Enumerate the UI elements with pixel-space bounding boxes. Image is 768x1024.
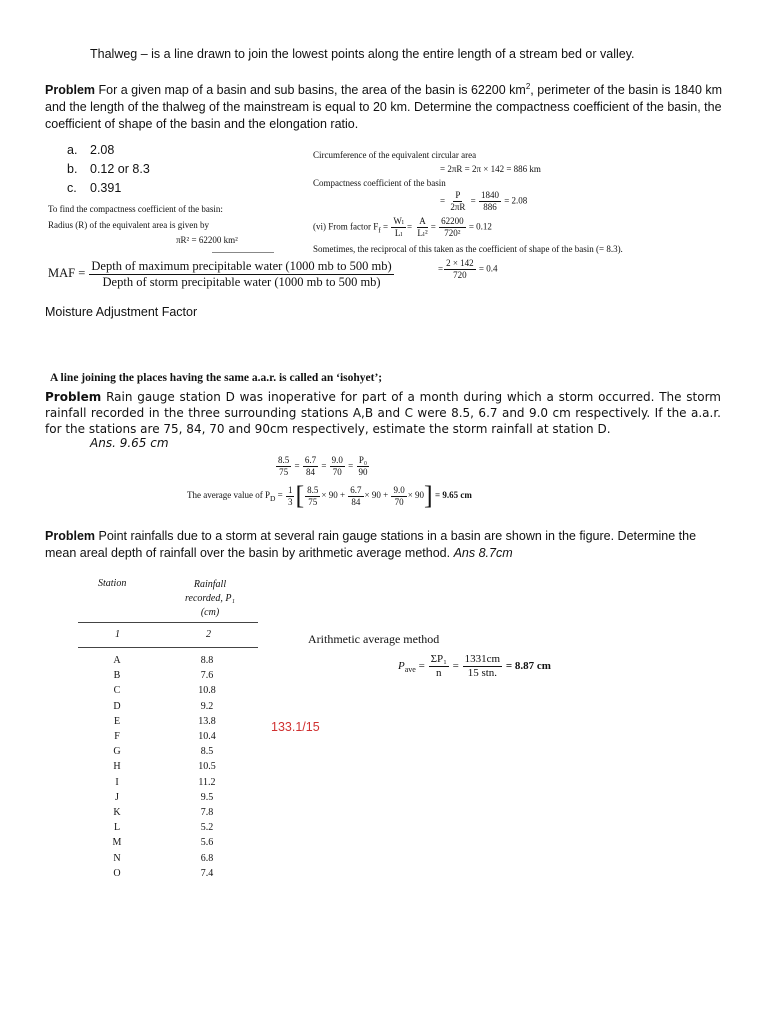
numerator: 9.0 bbox=[331, 455, 343, 465]
equals: = bbox=[440, 195, 446, 206]
problem-3 bbox=[45, 528, 725, 562]
fraction bbox=[276, 456, 291, 477]
maf-fraction bbox=[89, 260, 393, 288]
numerator: 62200 bbox=[441, 216, 464, 226]
equals: = bbox=[452, 660, 459, 673]
problem-1-text: For a given map of a basin and sub basins, the area of the basin is 62200 km bbox=[98, 83, 526, 98]
form-factor-label: (vi) From factor F bbox=[313, 221, 379, 232]
rainfall-cell: 7.4 bbox=[200, 867, 214, 879]
answer-value: 2.08 bbox=[90, 143, 115, 157]
operator: × 90 + bbox=[321, 490, 346, 501]
fraction bbox=[348, 486, 363, 507]
bracket-open: [ bbox=[295, 481, 305, 510]
intro-line: Thalweg – is a line drawn to join the lowest points along the entire length of a stream bed or valley. bbox=[90, 47, 635, 61]
rainfall-cell: 10.8 bbox=[198, 685, 216, 697]
denominator: 886 bbox=[483, 202, 497, 212]
problem-1-text-rest: , perimeter of the basin is 1840 km and the length of the thalweg of the mainstream is equal to 20 km. Determine the compactness coefficient of the basin, the coefficient of shape of the basin and the elongation ratio. bbox=[45, 83, 723, 132]
result: = 2.08 bbox=[504, 195, 528, 206]
bracket-close: ] bbox=[424, 481, 433, 510]
station-cell: H bbox=[113, 761, 121, 773]
numerator: 8.5 bbox=[307, 484, 319, 495]
denominator: 720 bbox=[453, 270, 467, 280]
equals: = bbox=[277, 490, 283, 501]
table-row bbox=[78, 805, 258, 820]
station-cell: K bbox=[113, 806, 121, 818]
table-row bbox=[78, 683, 258, 698]
fraction bbox=[479, 191, 501, 212]
rainfall-cell: 5.2 bbox=[200, 822, 214, 834]
km-squared-sup: 2 bbox=[525, 82, 531, 91]
scan-elongation-eq: = $\frac{2 \times 142}{720}$ = 0.4 bbox=[438, 258, 498, 280]
rainfall-cell: 8.8 bbox=[200, 655, 214, 667]
fraction bbox=[448, 191, 467, 212]
answer-list bbox=[67, 143, 150, 200]
header-line: recorded, P₁ bbox=[185, 593, 235, 604]
answer-item bbox=[67, 143, 150, 162]
answer-item bbox=[67, 181, 150, 200]
fraction bbox=[305, 486, 320, 507]
denominator: 15 stn. bbox=[467, 667, 498, 679]
lhs: P bbox=[398, 660, 405, 673]
subscript: D bbox=[269, 493, 276, 503]
denominator: Lₗ bbox=[394, 228, 403, 238]
scan-reciprocal-note: Sometimes, the reciprocal of this taken as the coefficient of shape of the basin (= 8.3). bbox=[313, 244, 623, 254]
subscript: ave bbox=[404, 665, 416, 675]
answer-item bbox=[67, 162, 150, 181]
station-cell: M bbox=[112, 837, 122, 849]
station-cell: D bbox=[113, 700, 121, 712]
fraction bbox=[356, 456, 369, 477]
rainfall-cell: 10.4 bbox=[198, 731, 216, 743]
arith-equation bbox=[398, 654, 551, 679]
fraction bbox=[429, 654, 449, 679]
problem-label: Problem bbox=[45, 390, 102, 404]
scan-circumference-eq: = 2πR = 2π × 142 = 886 km bbox=[440, 164, 541, 174]
rainfall-cell: 6.8 bbox=[200, 852, 214, 864]
station-cell: L bbox=[113, 822, 121, 834]
station-cell: B bbox=[113, 670, 121, 682]
scan-circumference: Circumference of the equivalent circular area bbox=[313, 150, 477, 160]
numerator: 1840 bbox=[480, 190, 499, 200]
numerator: 6.7 bbox=[350, 484, 362, 495]
average-label: The average value of P bbox=[187, 490, 270, 501]
station-table bbox=[78, 653, 258, 881]
numerator: Wₗ bbox=[393, 216, 405, 226]
average-equation bbox=[187, 483, 472, 509]
fraction bbox=[391, 486, 406, 507]
numerator: 8.5 bbox=[278, 455, 290, 465]
table-row bbox=[78, 759, 258, 774]
denominator: Lₗ² bbox=[417, 228, 428, 238]
numerator: ΣP₁ bbox=[430, 653, 447, 665]
denominator: 90 bbox=[358, 467, 368, 477]
problem-1 bbox=[45, 78, 725, 133]
table-rule-mid bbox=[78, 647, 258, 648]
arith-title: Arithmetic average method bbox=[308, 632, 440, 646]
denominator: 70 bbox=[332, 467, 342, 477]
red-note: 133.1/15 bbox=[271, 720, 320, 734]
equals: = bbox=[418, 660, 425, 673]
rainfall-cell: 13.8 bbox=[198, 715, 216, 727]
maf-lhs: MAF = bbox=[48, 265, 86, 280]
col-number: 2 bbox=[206, 629, 211, 640]
fraction bbox=[444, 259, 476, 280]
table-row bbox=[78, 729, 258, 744]
rainfall-cell: 9.2 bbox=[200, 700, 214, 712]
ratio-equation: $\frac{8.5}{75}$ = $\frac{6.7}{84}$ = $\frac{9.0}{70}$ = $\frac{\text{P₀}}{90}$ bbox=[278, 455, 368, 477]
numerator: P₀ bbox=[358, 455, 368, 465]
isohyet-definition: A line joining the places having the same a.a.r. is called an ‘isohyet’; bbox=[50, 372, 383, 384]
subscript: f bbox=[378, 225, 381, 235]
numerator: P bbox=[455, 190, 461, 200]
numerator: A bbox=[419, 216, 426, 226]
fraction bbox=[330, 456, 345, 477]
problem-label: Problem bbox=[45, 529, 96, 543]
fraction bbox=[415, 217, 429, 238]
denominator: Depth of storm precipitable water (1000 mb to 500 mb) bbox=[102, 274, 381, 289]
problem-2-text: Rain gauge station D was inoperative for part of a month during which a storm occurred. The storm rainfall recorded in the three surrounding stations A,B and C were 8.5, 6.7 and 9.0 cm respectively. If the a.a.r. for the stations are 75, 84, 70 and 90cm respectively, estimate the storm rainfall at station D. bbox=[45, 390, 721, 436]
scan-find-label: To find the compactness coefficient of the basin: bbox=[48, 204, 223, 214]
table-row bbox=[78, 850, 258, 865]
scan-compactness-eq bbox=[440, 191, 527, 212]
station-cell: F bbox=[114, 731, 120, 743]
rainfall-cell: 10.5 bbox=[198, 761, 216, 773]
problem-label: Problem bbox=[45, 83, 96, 98]
fraction bbox=[303, 456, 318, 477]
table-row bbox=[78, 653, 258, 668]
result: = 9.65 cm bbox=[434, 490, 472, 501]
station-cell: O bbox=[113, 867, 121, 879]
station-cell: C bbox=[113, 685, 121, 697]
denominator: 75 bbox=[279, 467, 289, 477]
maf-caption: Moisture Adjustment Factor bbox=[45, 305, 198, 319]
problem-2-answer: Ans. 9.65 cm bbox=[90, 436, 169, 450]
problem-2 bbox=[45, 389, 721, 437]
denominator: n bbox=[435, 667, 442, 679]
denominator: 2πR bbox=[450, 202, 466, 212]
numerator: 9.0 bbox=[393, 484, 405, 495]
operator: × 90 + bbox=[364, 490, 389, 501]
station-cell: A bbox=[113, 655, 121, 667]
table-row bbox=[78, 744, 258, 759]
fraction bbox=[286, 486, 295, 507]
scan-area-eq: πR² = 62200 km² bbox=[176, 235, 238, 245]
table-row bbox=[78, 699, 258, 714]
table-row bbox=[78, 866, 258, 881]
numerator: 2 × 142 bbox=[446, 258, 474, 268]
answer-letter: b. bbox=[67, 162, 78, 176]
maf-equation bbox=[48, 260, 395, 288]
answer-letter: c. bbox=[67, 181, 77, 195]
table-row bbox=[78, 668, 258, 683]
denominator: 3 bbox=[287, 496, 293, 507]
numerator: 1 bbox=[287, 484, 293, 495]
rainfall-cell: 8.5 bbox=[200, 746, 214, 758]
header-station: Station bbox=[98, 578, 127, 589]
result: = 0.12 bbox=[468, 221, 492, 232]
header-line: Rainfall bbox=[193, 579, 227, 590]
result: = 8.87 cm bbox=[505, 660, 551, 673]
rainfall-cell: 7.8 bbox=[200, 806, 214, 818]
station-cell: J bbox=[115, 791, 119, 803]
scan-form-factor-eq: (vi) From factor $F_f$ = $\frac{\text{Wₗ}}{\text{Lₗ}}$ = $\frac{A}{\text{Lₗ²}}$ = $\frac{62200}{\text{720²}}$ = 0.12 bbox=[313, 216, 492, 238]
table-row bbox=[78, 775, 258, 790]
equals: = bbox=[383, 221, 389, 232]
denominator: 70 bbox=[394, 496, 404, 507]
rainfall-cell: 5.6 bbox=[200, 837, 214, 849]
denominator: 75 bbox=[308, 496, 318, 507]
table-row bbox=[78, 790, 258, 805]
scan-compactness-label: Compactness coefficient of the basin bbox=[313, 178, 446, 188]
numerator: 6.7 bbox=[304, 455, 317, 465]
problem-3-text: Point rainfalls due to a storm at several rain gauge stations in a basin are shown in the figure. Determine the mean areal depth of rainfall over the basin by arithmetic average method. bbox=[45, 529, 697, 560]
numerator: 1331cm bbox=[464, 653, 501, 665]
fraction bbox=[463, 654, 502, 679]
table-row bbox=[78, 835, 258, 850]
header-line: (cm) bbox=[200, 607, 220, 618]
scan-radius-label: Radius (R) of the equivalent area is given by bbox=[48, 220, 209, 230]
station-cell: E bbox=[113, 715, 121, 727]
station-cell: G bbox=[113, 746, 121, 758]
rainfall-cell: 7.6 bbox=[200, 670, 214, 682]
table-rule-top bbox=[78, 622, 258, 623]
answer-value: 0.391 bbox=[90, 181, 122, 195]
numerator: Depth of maximum precipitable water (1000 mb to 500 mb) bbox=[91, 259, 392, 273]
rainfall-cell: 9.5 bbox=[200, 791, 214, 803]
col-number: 1 bbox=[115, 629, 120, 640]
station-cell: N bbox=[113, 852, 121, 864]
table-row bbox=[78, 714, 258, 729]
denominator: 84 bbox=[351, 496, 361, 507]
equals: = bbox=[470, 195, 476, 206]
problem-3-answer: Ans 8.7cm bbox=[453, 546, 513, 560]
result: = 0.4 bbox=[478, 263, 498, 274]
fraction bbox=[439, 217, 466, 238]
scan-underline bbox=[212, 252, 274, 253]
denominator: 720² bbox=[444, 228, 461, 238]
rainfall-cell: 11.2 bbox=[198, 776, 216, 788]
answer-value: 0.12 or 8.3 bbox=[90, 162, 150, 176]
denominator: 84 bbox=[305, 467, 315, 477]
station-cell: I bbox=[115, 776, 119, 788]
table-row bbox=[78, 820, 258, 835]
fraction bbox=[391, 217, 406, 238]
answer-letter: a. bbox=[67, 143, 78, 157]
header-rainfall bbox=[160, 578, 260, 620]
operator: × 90 bbox=[407, 490, 425, 501]
